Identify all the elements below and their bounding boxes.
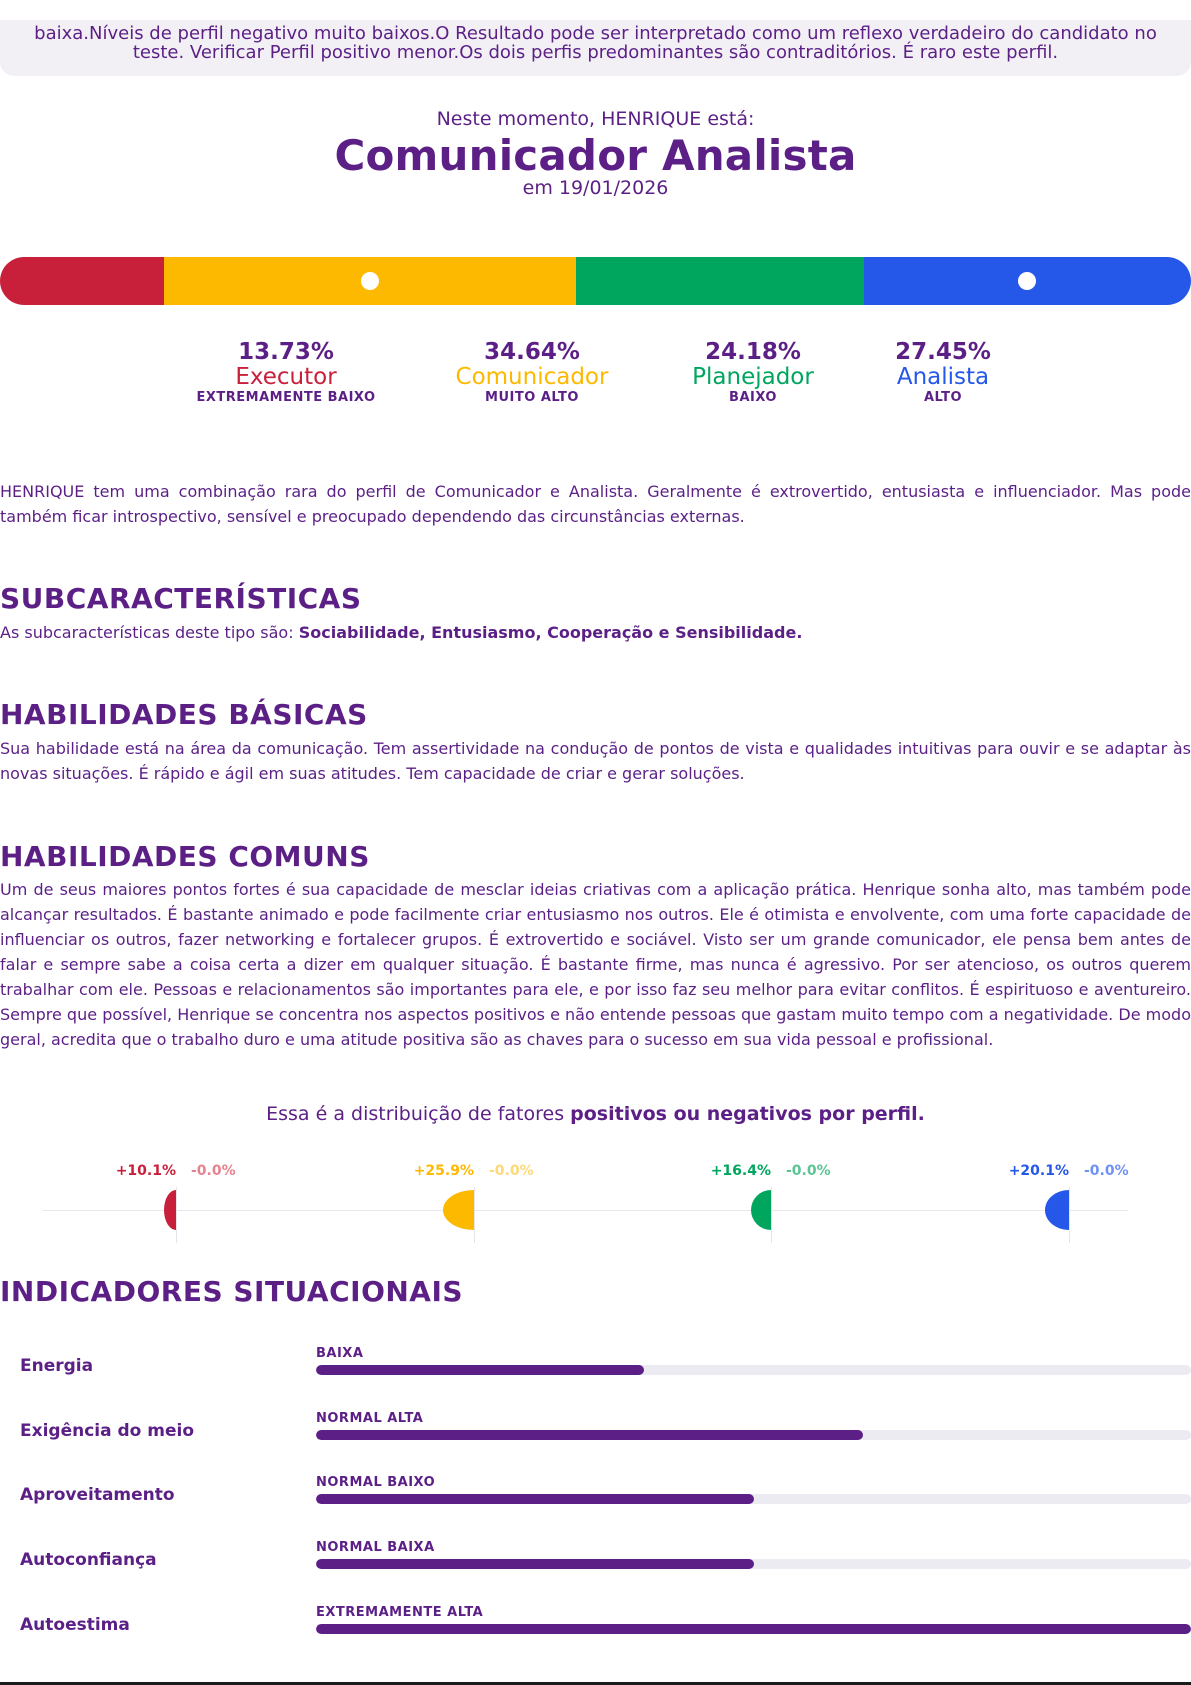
indicator-energia-track bbox=[316, 1365, 1191, 1375]
factor-executor-negative: -0.0% bbox=[191, 1163, 236, 1179]
factor-analista-divider bbox=[1069, 1187, 1070, 1243]
indicator-energia-fill bbox=[316, 1365, 644, 1375]
stat-planejador-level: BAIXO bbox=[729, 390, 777, 405]
indicator-autoestima-level: EXTREMAMENTE ALTA bbox=[316, 1605, 484, 1620]
indicator-exigencia-level: NORMAL ALTA bbox=[316, 1411, 424, 1426]
stat-analista bbox=[823, 339, 1063, 407]
distribution-bold: positivos ou negativos por perfil. bbox=[570, 1103, 925, 1125]
hero-intro: Neste momento, HENRIQUE está: bbox=[436, 108, 755, 130]
indicator-autoestima-label: Autoestima bbox=[20, 1615, 130, 1635]
factor-analista-positive: +20.1% bbox=[1008, 1163, 1069, 1179]
stat-analista-level: ALTO bbox=[923, 390, 963, 405]
factor-comunicador-positive: +25.9% bbox=[413, 1163, 474, 1179]
profile-date: em 19/01/2026 bbox=[522, 177, 669, 199]
stat-executor-name: Executor bbox=[235, 364, 337, 390]
indicator-energia-label: Energia bbox=[20, 1356, 94, 1376]
factor-analista-mark bbox=[1045, 1190, 1069, 1230]
factor-executor-positive: +10.1% bbox=[115, 1163, 176, 1179]
indicator-aproveitamento-track bbox=[316, 1494, 1191, 1504]
factor-planejador bbox=[671, 1163, 871, 1243]
profile-title: Comunicador Analista bbox=[334, 131, 857, 180]
profile-active-dot bbox=[1018, 272, 1036, 290]
indicator-autoconfianca-track bbox=[316, 1559, 1191, 1569]
subcharacteristics-heading: SUBCARACTERÍSTICAS bbox=[0, 582, 362, 615]
profile-bar-segment-executor bbox=[0, 257, 164, 305]
indicator-aproveitamento-label: Aproveitamento bbox=[20, 1485, 175, 1505]
stat-executor bbox=[166, 339, 406, 407]
indicator-aproveitamento bbox=[0, 1475, 1191, 1515]
profile-bar-segment-comunicador bbox=[164, 257, 577, 305]
profile-summary: HENRIQUE tem uma combinação rara do perfil de Comunicador e Analista. Geralmente é extrovertido, entusiasta e influenciador. Mas pode também ficar introspectivo, sensível e preocupado dependendo das circunstâncias externas. bbox=[0, 482, 1191, 526]
profile-bar-segment-planejador bbox=[576, 257, 864, 305]
subcharacteristics-text bbox=[0, 620, 1191, 645]
common-skills-text: Um de seus maiores pontos fortes é sua capacidade de mesclar ideias criativas com a aplicação prática. Henrique sonha alto, mas também pode alcançar resultados. É bastante animado e pode facilmente criar entusiasmo nos outros. Ele é otimista e envolvente, com uma forte capacidade de influenciar os outros, fazer networking e fortalecer grupos. É extrovertido e sociável. Visto ser um grande comunicador, ele pensa bem antes de falar e sempre sabe a coisa certa a dizer em qualquer situação. É bastante firme, mas nunca é agressivo. Por ser atencioso, os outros querem trabalhar com ele. Pessoas e relacionamentos são importantes para ele, e por isso faz seu melhor para evitar conflitos. É espirituoso e aventureiro. Sempre que possível, Henrique se concentra nos aspectos positivos e não entende pessoas que gastam muito tempo com a negatividade. De modo geral, acredita que o trabalho duro e uma atitude positiva são as chaves para o sucesso em sua vida pessoal e profissional. bbox=[0, 880, 1191, 1049]
indicator-energia-level: BAIXA bbox=[316, 1346, 364, 1361]
indicator-exigencia-label: Exigência do meio bbox=[20, 1421, 195, 1441]
indicator-autoconfianca-label: Autoconfiança bbox=[20, 1550, 157, 1570]
profile-bar-segment-analista bbox=[864, 257, 1191, 305]
distribution-title bbox=[0, 1103, 1191, 1125]
stat-comunicador-name: Comunicador bbox=[455, 364, 609, 390]
distribution-prefix: Essa é a distribuição de fatores bbox=[266, 1103, 571, 1125]
stat-executor-level: EXTREMAMENTE BAIXO bbox=[196, 390, 376, 405]
basic-skills-heading: HABILIDADES BÁSICAS bbox=[0, 698, 368, 731]
factor-planejador-negative: -0.0% bbox=[786, 1163, 831, 1179]
factor-comunicador-negative: -0.0% bbox=[489, 1163, 534, 1179]
factor-executor-mark bbox=[164, 1190, 176, 1230]
indicator-exigencia-fill bbox=[316, 1430, 863, 1440]
factor-analista bbox=[969, 1163, 1169, 1243]
profile-distribution-bar bbox=[0, 257, 1191, 305]
factor-planejador-divider bbox=[771, 1187, 772, 1243]
factor-comunicador-divider bbox=[474, 1187, 475, 1243]
stat-analista-name: Analista bbox=[896, 364, 990, 390]
factor-comunicador-mark bbox=[443, 1190, 474, 1230]
indicator-autoestima-fill bbox=[316, 1624, 1191, 1634]
factor-executor-divider bbox=[176, 1187, 177, 1243]
factor-executor bbox=[76, 1163, 276, 1243]
indicator-autoestima bbox=[0, 1605, 1191, 1645]
basic-skills-text: Sua habilidade está na área da comunicação. Tem assertividade na condução de pontos de vista e qualidades intuitivas para ouvir e se adaptar às novas situações. É rápido e ágil em suas atitudes. Tem capacidade de criar e gerar soluções. bbox=[0, 739, 1191, 783]
subcharacteristics-prefix: As subcaracterísticas deste tipo são: bbox=[0, 623, 299, 642]
profile-active-dot bbox=[361, 272, 379, 290]
indicator-autoconfianca-level: NORMAL BAIXA bbox=[316, 1540, 435, 1555]
common-skills-heading: HABILIDADES COMUNS bbox=[0, 840, 370, 873]
indicator-autoconfianca-fill bbox=[316, 1559, 754, 1569]
factor-comunicador bbox=[374, 1163, 574, 1243]
stat-planejador-name: Planejador bbox=[692, 364, 814, 390]
subcharacteristics-items: Sociabilidade, Entusiasmo, Cooperação e Sensibilidade. bbox=[298, 623, 803, 642]
stat-comunicador-pct: 34.64% bbox=[484, 339, 580, 365]
factor-planejador-mark bbox=[751, 1190, 771, 1230]
profile-hero bbox=[0, 106, 1191, 198]
indicator-autoconfianca bbox=[0, 1540, 1191, 1580]
stat-comunicador-level: MUITO ALTO bbox=[485, 390, 579, 405]
indicators-heading: INDICADORES SITUACIONAIS bbox=[0, 1275, 464, 1308]
indicator-aproveitamento-fill bbox=[316, 1494, 754, 1504]
top-note-text: baixa.Níveis de perfil negativo muito baixos.O Resultado pode ser interpretado como um reflexo verdadeiro do candidato no teste. Verificar Perfil positivo menor.Os dois perfis predominantes são contraditórios. É raro este perfil. bbox=[34, 23, 1157, 63]
factor-planejador-positive: +16.4% bbox=[710, 1163, 771, 1179]
indicator-autoestima-track bbox=[316, 1624, 1191, 1634]
indicator-aproveitamento-level: NORMAL BAIXO bbox=[316, 1475, 436, 1490]
stat-planejador-pct: 24.18% bbox=[705, 339, 801, 365]
top-note-box bbox=[0, 20, 1191, 76]
stat-executor-pct: 13.73% bbox=[238, 339, 334, 365]
stat-analista-pct: 27.45% bbox=[895, 339, 991, 365]
factor-analista-negative: -0.0% bbox=[1084, 1163, 1129, 1179]
indicator-exigencia bbox=[0, 1411, 1191, 1451]
stat-comunicador bbox=[412, 339, 652, 407]
indicator-exigencia-track bbox=[316, 1430, 1191, 1440]
indicator-energia bbox=[0, 1346, 1191, 1386]
